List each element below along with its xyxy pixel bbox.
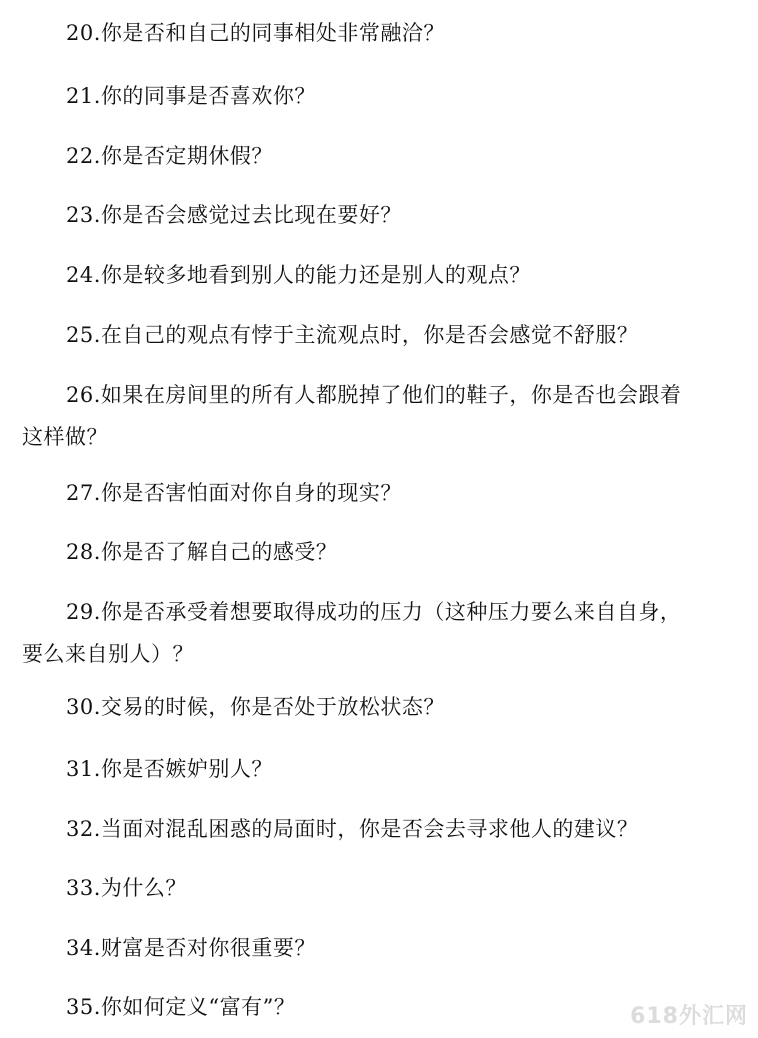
question-31	[0, 756, 758, 782]
question-25	[0, 322, 758, 348]
question-text: 23.你是否会感觉过去比现在要好？	[66, 203, 402, 227]
question-text: 20.你是否和自己的同事相处非常融洽？	[66, 21, 445, 45]
question-28	[0, 539, 758, 565]
question-23	[0, 202, 758, 228]
question-text: 22.你是否定期休假？	[66, 144, 273, 168]
question-26	[0, 382, 758, 450]
question-text: 33.为什么？	[66, 876, 187, 900]
question-30	[0, 694, 758, 720]
question-text: 21.你的同事是否喜欢你？	[66, 84, 316, 108]
question-continuation: 要么来自别人）？	[22, 642, 194, 666]
question-34	[0, 935, 758, 961]
question-text: 27.你是否害怕面对你自身的现实？	[66, 481, 402, 505]
question-text: 29.你是否承受着想要取得成功的压力（这种压力要么来自自身，	[66, 600, 682, 624]
question-text: 32.当面对混乱困惑的局面时，你是否会去寻求他人的建议？	[66, 817, 639, 841]
question-continuation: 这样做？	[22, 425, 108, 449]
question-32	[0, 816, 758, 842]
watermark-logo: 618外汇网	[630, 1004, 748, 1029]
question-text: 28.你是否了解自己的感受？	[66, 540, 338, 564]
question-text: 31.你是否嫉妒别人？	[66, 757, 273, 781]
question-text: 25.在自己的观点有悖于主流观点时，你是否会感觉不舒服？	[66, 323, 639, 347]
question-29	[0, 599, 758, 667]
question-21	[0, 83, 758, 109]
question-24	[0, 262, 758, 288]
question-text: 35.你如何定义“富有”？	[66, 995, 296, 1019]
question-33	[0, 875, 758, 901]
question-text: 34.财富是否对你很重要？	[66, 936, 316, 960]
question-text: 26.如果在房间里的所有人都脱掉了他们的鞋子，你是否也会跟着	[66, 383, 682, 407]
question-text: 30.交易的时候，你是否处于放松状态？	[66, 695, 445, 719]
question-text: 24.你是较多地看到别人的能力还是别人的观点？	[66, 263, 531, 287]
question-20	[0, 20, 758, 46]
question-27	[0, 480, 758, 506]
question-22	[0, 143, 758, 169]
